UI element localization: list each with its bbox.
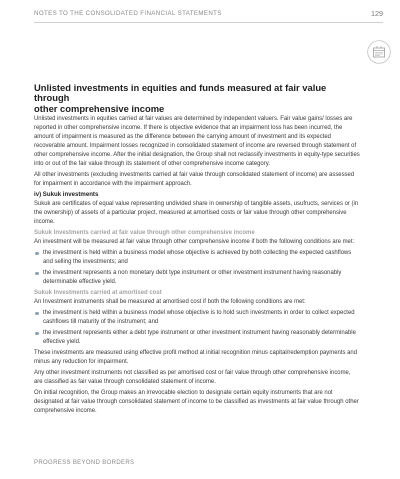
bullet-dot-icon [35,272,39,276]
running-footer: PROGRESS BEYOND BORDERS [34,460,135,466]
bullet-text: the investment is held within a business model whose objective is to hold such investments in order to collect expected cashflows till maturity of the instrument; and [43,309,355,325]
paragraph-effective-profit-method: These investments are measured using effective profit method at initial recognition minus capital/redemption payments and minus any reduction for impairment. [34,349,357,365]
section-heading [34,83,360,114]
amortised-cost-sukuk-heading: Sukuk Investments carried at amortised cost [34,289,162,296]
sukuk-investments-heading: iv) Sukuk investments [34,191,99,199]
bullet-text: the investment represents either a debt type instrument or other investment instrument having reasonably determinable effective yield. [43,329,356,345]
bullet-item [34,329,360,347]
paragraph-fair-value-conditions: An investment will be measured at fair value through other comprehensive income if both the following conditions are met: [34,238,355,245]
bullet-item [34,249,360,267]
bullet-dot-icon [35,332,39,336]
main-content [34,83,360,418]
bullet-text: the investment represents a non monetary debt type instrument or other investment instrument having reasonably determinable effective yield. [43,269,342,285]
fair-value-sukuk-heading: Sukuk Investments carried at fair value through other comprehensive income [34,229,255,236]
header-divider [34,22,383,23]
paragraph-other-investments: All other investments (excluding investments carried at fair value through consolidated statement of income) are assessed for impairment in accordance with the impairment approach. [34,172,355,187]
bullet-item [34,269,360,287]
paragraph-unlisted-investments: Unlisted investments in equities carried at fair values are determined by independent valuers. Fair value gains/ losses are reported in other comprehensive income. If there is objective evidence that an impairment loss has been incurred, the amount of impairment is measured as the difference between the carrying amount of investment and its expected recoverable amount. Impairment losses recognized in consolidated statement of income are reversed through statement of other comprehensive income. After the initial designation, the Group shall not reclassify investments in equity-type securities into or out of the fair value through its statement of other comprehensive income category. [34,116,360,167]
bullet-dot-icon [35,312,39,316]
section-heading-line1: Unlisted investments in equities and funds measured at fair value through [34,82,327,104]
financial-statements-icon [367,40,391,64]
paragraph-other-instruments: Any other investment instruments not classified as per amortised cost or fair value through other comprehensive income, are classified as fair value through consolidated statement of income. [34,369,351,385]
paragraph-amortised-cost-conditions: An Investment instruments shall be measured at amortised cost if both the following conditions are met: [34,298,306,305]
section-heading-line2: other comprehensive income [34,102,165,114]
paragraph-sukuk-definition: Sukuk are certificates of equal value representing undivided share in ownership of tangible assets, usufructs, services or (in the ownership) of assets of a particular project, measured at amortised costs or fair value through other comprehensive income. [34,200,359,225]
bullet-item [34,309,360,327]
paragraph-irrevocable-election: On initial recognition, the Group makes an irrevocable election to designate certain equity instruments that are not designated at fair value through consolidated statement of income to be classified as investments at fair value through other comprehensive income. [34,389,359,414]
page-number: 129 [371,9,383,18]
running-header: NOTES TO THE CONSOLIDATED FINANCIAL STATEMENTS [34,10,222,17]
bullet-dot-icon [35,252,39,256]
bullet-text: the investment is held within a business model whose objective is achieved by both collecting the expected cashflows and selling the investments; and [43,249,352,265]
